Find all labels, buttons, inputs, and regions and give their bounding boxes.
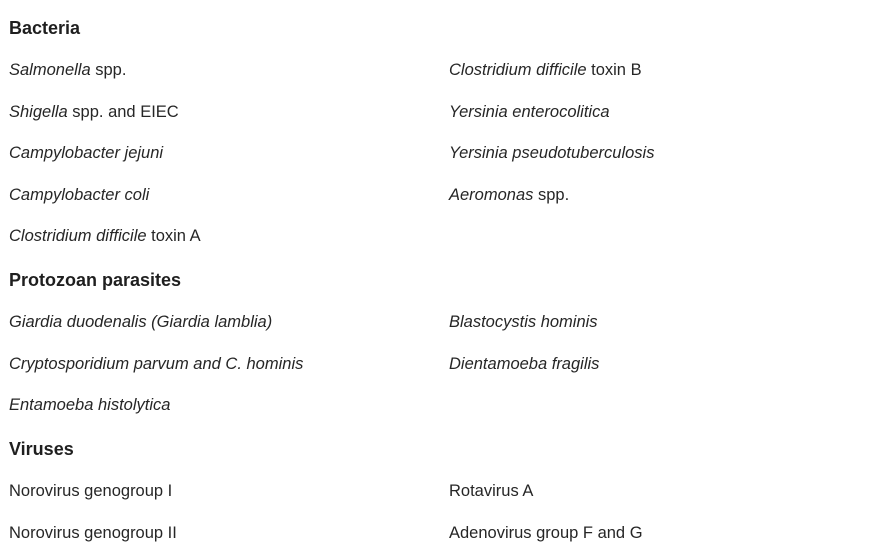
list-item: Campylobacter jejuni bbox=[9, 144, 164, 162]
list-item: Yersinia pseudotuberculosis bbox=[449, 144, 655, 162]
list-item: Blastocystis hominis bbox=[449, 313, 598, 331]
list-item: Shigella spp. and EIEC bbox=[9, 103, 179, 121]
pathogen-list bbox=[9, 0, 879, 559]
section-title-bacteria: Bacteria bbox=[9, 18, 81, 38]
list-item: Cryptosporidium parvum and C. hominis bbox=[9, 355, 304, 373]
section-title-protozoan-parasites: Protozoan parasites bbox=[9, 270, 182, 290]
list-item: Rotavirus A bbox=[449, 482, 534, 500]
list-item: Giardia duodenalis (Giardia lamblia) bbox=[9, 313, 273, 331]
list-item: Norovirus genogroup I bbox=[9, 482, 173, 500]
list-item: Dientamoeba fragilis bbox=[449, 355, 600, 373]
section-title-viruses: Viruses bbox=[9, 439, 74, 459]
list-item: Clostridium difficile toxin A bbox=[9, 227, 201, 245]
list-item: Norovirus genogroup II bbox=[9, 524, 177, 542]
list-item: Aeromonas spp. bbox=[449, 186, 570, 204]
list-item: Campylobacter coli bbox=[9, 186, 150, 204]
list-item: Salmonella spp. bbox=[9, 61, 127, 79]
list-item: Adenovirus group F and G bbox=[449, 524, 643, 542]
list-item: Yersinia enterocolitica bbox=[449, 103, 610, 121]
list-item: Clostridium difficile toxin B bbox=[449, 61, 642, 79]
list-item: Entamoeba histolytica bbox=[9, 396, 171, 414]
